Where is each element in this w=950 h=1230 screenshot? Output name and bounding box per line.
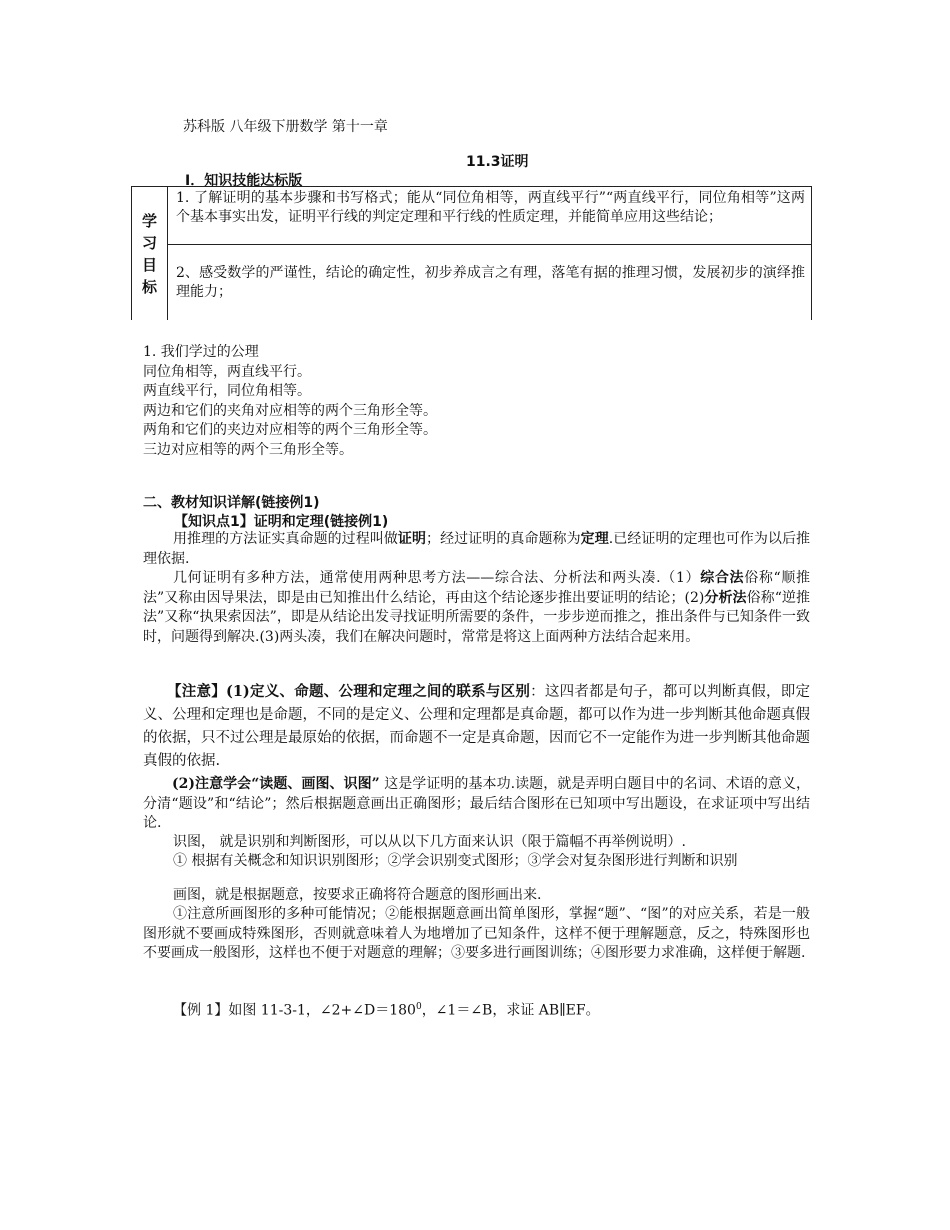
goals-label-cell: [132, 187, 168, 320]
section-title: 11.3证明: [466, 154, 529, 170]
axioms-list: [143, 343, 437, 460]
proof-definition-paragraph: 用推理的方法证实真命题的过程叫做证明；经过证明的真命题称为定理.已经证明的定理也可作为以后推理依据.: [143, 531, 811, 567]
axiom-item: 两边和它们的夹角对应相等的两个三角形全等。: [143, 402, 437, 419]
recognize-figure-points: ① 根据有关概念和知识识别图形；②学会识别变式图形；③学会对复杂图形进行判断和识别: [173, 853, 738, 869]
section2-title: 二、教材知识详解(链接例1): [143, 495, 320, 511]
goals-label-char: 习: [141, 233, 157, 252]
reading-drawing-heading: (2)注意学会“读题、画图、识图”: [172, 776, 380, 792]
term-theorem: 定理: [580, 531, 609, 547]
example-1: 【例 1】如图 11-3-1，$\angle 2+\angle D=180^0$，∠1＝∠B，求证 AB∥EF。: [173, 1002, 600, 1019]
knowledge-point-1-title: 【知识点1】证明和定理(链接例1): [174, 514, 389, 530]
draw-figure-points: ①注意所画图形的多种可能情况；②能根据题意画出简单图形，掌握“题”、“图”的对应关系，若是一般图形就不要画成特殊图形，否则就意味着人为地增加了已知条件，这样不便于理解题意，反之，特殊图形也不要画成一般图形，这样也不便于对题意的理解；③要多进行画图训练；④图形要力求准确，这样便于解题.: [143, 906, 810, 961]
goals-label-char: 目: [141, 255, 157, 274]
term-analysis: 分析法: [704, 589, 747, 606]
axiom-item: 同位角相等，两直线平行。: [143, 363, 311, 380]
degree-superscript: 0: [415, 1002, 422, 1012]
learning-goals-table: [131, 186, 812, 320]
goal-item-1: 1. 了解证明的基本步骤和书写格式；能从“同位角相等，两直线平行”“两直线平行，同位角相等”这两个基本事实出发，证明平行线的判定定理和平行线的性质定理，并能简单应用这些结论；: [168, 187, 811, 245]
goal-item-2: 2、感受数学的严谨性，结论的确定性，初步养成言之有理，落笔有据的推理习惯，发展初步的演绎推理能力；: [176, 265, 805, 300]
recognize-figure-paragraph: 识图， 就是识别和判断图形，可以从以下几方面来认识（限于篇幅不再举例说明）.: [173, 834, 686, 850]
part-title: I．知识技能达标版: [185, 173, 303, 189]
note-heading: 【注意】(1)定义、命题、公理和定理之间的联系与区别: [167, 683, 531, 700]
goals-label-char: 标: [141, 277, 157, 296]
term-synthesis: 综合法: [700, 570, 745, 586]
goals-label-char: 学: [141, 211, 157, 230]
note-paragraph: 【注意】(1)定义、命题、公理和定理之间的联系与区别：这四者都是句子，都可以判断真假，即定义、公理和定理也是命题，不同的是定义、公理和定理都是真命题，都可以作为进一步判断其他命题真假的依据，只不过公理是最原始的依据，而命题不一定是真命题，因而它不一定能作为进一步判断其他命题真假的依据.: [143, 683, 811, 769]
document-header: 苏科版 八年级下册数学 第十一章: [183, 119, 388, 135]
term-proof: 证明: [397, 531, 427, 547]
draw-figure-paragraph: 画图，就是根据题意，按要求正确将符合题意的图形画出来.: [173, 887, 542, 903]
reading-drawing-paragraph: (2)注意学会“读题、画图、识图” 这是学证明的基本功.读题，就是弄明白题目中的名词、术语的意义，分清“题设”和“结论”；然后根据题意画出正确图形；最后结合图形在已知项中写出题设，在求证项中写出结论.: [143, 776, 810, 831]
proof-methods-paragraph: 几何证明有多种方法，通常使用两种思考方法——综合法、分析法和两头凑.（1）综合法俗称“顺推法”又称由因导果法，即是由已知推出什么结论，再由这个结论逐步推出要证明的结论；(2)分析法俗称“逆推法”又称“执果索因法”，即是从结论出发寻找证明所需要的条件，一步步逆而推之，推出条件与已知条件一致时，问题得到解决.(3)两头凑，我们在解决问题时，常常是将这上面两种方法结合起来用。: [143, 570, 811, 645]
axiom-item: 两直线平行，同位角相等。: [143, 383, 311, 399]
axiom-item: 两角和它们的夹边对应相等的两个三角形全等。: [143, 422, 437, 438]
axiom-item: 三边对应相等的两个三角形全等。: [143, 441, 353, 458]
axioms-intro: 1. 我们学过的公理: [143, 344, 259, 360]
